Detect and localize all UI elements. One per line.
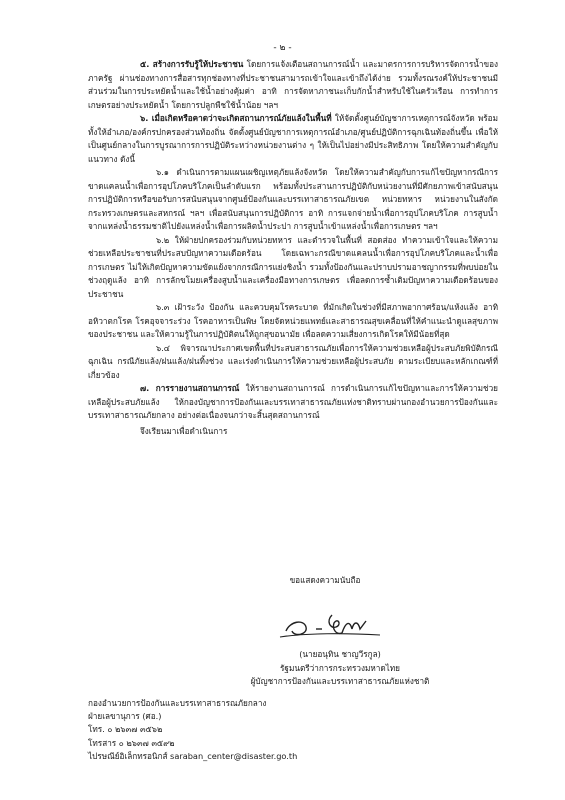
paragraph-6-3 xyxy=(88,301,498,342)
paragraph-text: ๖.๔ พิจารณาประกาศเขตพื้นที่ประสบสาธารณภัยเพื่อการให้ความช่วยเหลือผู้ประสบภัยพิบัติกรณีฉุกเฉิน กรณีภัยแล้ง/ฝนแล้ง/ฝนทิ้งช่วง และเร่งดำเนินการให้ความช่วยเหลือผู้ประสบภัย ตามระเบียบและหลักเกณฑ์ที่เกี่ยวข้อง xyxy=(88,342,498,380)
footer-tel: โทร. ๐ ๒๖๓๗ ๓๕๖๒ xyxy=(88,724,163,735)
paragraph-6 xyxy=(88,112,498,166)
closing-line: จึงเรียนมาเพื่อดำเนินการ xyxy=(140,425,228,436)
paragraph-lead: ๖. เมื่อเกิดหรือคาดว่าจะเกิดสถานการณ์ภัยแล้งในพื้นที่ xyxy=(140,113,332,123)
respect-line: ขอแสดงความนับถือ xyxy=(289,575,361,585)
handwritten-signature xyxy=(276,607,386,641)
paragraph-lead: ๕. สร้างการรับรู้ให้ประชาชน xyxy=(140,59,244,69)
footer-office: กองอำนวยการป้องกันและบรรเทาสาธารณภัยกลาง xyxy=(88,698,267,708)
paragraph-text: ๖.๒ ให้ฝ่ายปกครองร่วมกับหน่วยทหาร และตำรวจในพื้นที่ สอดส่อง ทำความเข้าใจและให้ความช่วยเหลือประชาชนที่ประสบปัญหาความเดือดร้อน โดยเฉพาะกรณีขาดแคลนน้ำเพื่อการอุปโภคบริโภคและน้ำเพื่อการเกษตร ไม่ให้เกิดปัญหาความขัดแย้งจากกรณีการแย่งชิงน้ำ รวมทั้งป้องกันและปราบปรามอาชญากรรมที่พบบ่อยในช่วงฤดูแล้ง อาทิ การลักขโมยเครื่องสูบน้ำและเครื่องมือทางการเกษตร เพื่อลดการซ้ำเติมปัญหาความเดือดร้อนของประชาชน xyxy=(88,234,498,299)
paragraph-text: ให้จัดตั้งศูนย์บัญชาการเหตุการณ์จังหวัด พร้อมทั้งให้อำเภอ/องค์กรปกครองส่วนท้องถิ่น จัดตั้งศูนย์บัญชาการเหตุการณ์อำเภอ/ศูนย์ปฏิบัติการฉุกเฉินท้องถิ่นขึ้น เพื่อให้เป็นศูนย์กลางในการบูรณาการการปฏิบัติระหว่างหน่วยงานต่าง ๆ ให้เป็นไปอย่างมีประสิทธิภาพ โดยให้ความสำคัญกับแนวทาง ดังนี้ xyxy=(88,113,498,164)
signer-block xyxy=(220,648,460,689)
paragraph-6-1 xyxy=(88,166,498,234)
footer-fax: โทรสาร ๐ ๒๖๓๗ ๓๕๙๒ xyxy=(88,737,175,748)
signer-role: ผู้บัญชาการป้องกันและบรรเทาสาธารณภัยแห่งชาติ xyxy=(250,676,430,686)
signer-name: (นายอนุทิน ชาญวีรกูล) xyxy=(299,649,381,659)
footer-section: ฝ่ายเลขานุการ (ศอ.) xyxy=(88,711,162,722)
paragraph-5 xyxy=(88,58,498,112)
paragraph-7 xyxy=(88,382,498,423)
footer-email: ไปรษณีย์อิเล็กทรอนิกส์ saraban_center@disaster.go.th xyxy=(88,750,298,761)
contact-footer xyxy=(88,697,297,763)
letter-body xyxy=(88,58,498,438)
paragraph-text: ให้รายงานสถานการณ์ การดำเนินการแก้ไขปัญหาและการให้ความช่วยเหลือผู้ประสบภัยแล้ง ให้กองบัญชาการป้องกันและบรรเทาสาธารณภัยแห่งชาติทราบผ่านกองอำนวยการป้องกันและบรรเทาสาธารณภัยกลาง อย่างต่อเนื่องจนกว่าจะสิ้นสุดสถานการณ์ xyxy=(88,383,498,420)
paragraph-6-2 xyxy=(88,234,498,302)
signer-position: รัฐมนตรีว่าการกระทรวงมหาดไทย xyxy=(280,662,400,673)
paragraph-text: โดยการแจ้งเตือนสถานการณ์น้ำ และมาตรการการบริหารจัดการน้ำของภาครัฐ ผ่านช่องทางการสื่อสารทุกช่องทางที่ประชาชนสามารถเข้าใจและเข้าถึงได้ง่าย รวมทั้งรณรงค์ให้ประชาชนมีส่วนร่วมในการประหยัดน้ำและใช้น้ำอย่างคุ้มค่า อาทิ การจัดหาภาชนะเก็บกักน้ำสำหรับใช้ในครัวเรือน การทำการเกษตรอย่างประหยัดน้ำ โดยการปลูกพืชใช้น้ำน้อย ฯลฯ xyxy=(88,59,498,110)
paragraph-text: ๖.๓ เฝ้าระวัง ป้องกัน และควบคุมโรคระบาด ที่มักเกิดในช่วงที่มีสภาพอากาศร้อน/แห้งแล้ง อาทิ อหิวาตกโรค โรคอุจจาระร่วง โรคอาหารเป็นพิษ โดยจัดหน่วยแพทย์และสาธารณสุขเคลื่อนที่ให้คำแนะนำดูแลสุขภาพของประชาชน และให้ความรู้ในการปฏิบัติตนให้ถูกสุขอนามัย เพื่อลดความเสี่ยงการเกิดโรคให้มีน้อยที่สุด xyxy=(88,302,498,339)
paragraph-lead: ๗. การรายงานสถานการณ์ xyxy=(140,383,240,393)
page-number: - ๒ - xyxy=(273,43,292,53)
paragraph-text: ๖.๑ ดำเนินการตามแผนเผชิญเหตุภัยแล้งจังหวัด โดยให้ความสำคัญกับการแก้ไขปัญหากรณีการขาดแคลนน้ำเพื่อการอุปโภคบริโภคเป็นลำดับแรก พร้อมทั้งประสานการปฏิบัติกับหน่วยงานที่มีศักยภาพเข้าสนับสนุนการปฏิบัติการหรือขอรับการสนับสนุนจากศูนย์ป้องกันและบรรเทาสาธารณภัยเขต หน่วยทหาร หน่วยงานในสังกัด กระทรวงเกษตรและสหกรณ์ ฯลฯ เพื่อสนับสนุนการปฏิบัติการ อาทิ การแจกจ่ายน้ำเพื่อการอุปโภคบริโภค การสูบน้ำจากแหล่งน้ำธรรมชาติไปยังแหล่งน้ำเพื่อการผลิตน้ำประปา การสูบน้ำเข้าแหล่งน้ำเพื่อการเกษตร ฯลฯ xyxy=(88,167,498,231)
paragraph-6-4 xyxy=(88,342,498,383)
